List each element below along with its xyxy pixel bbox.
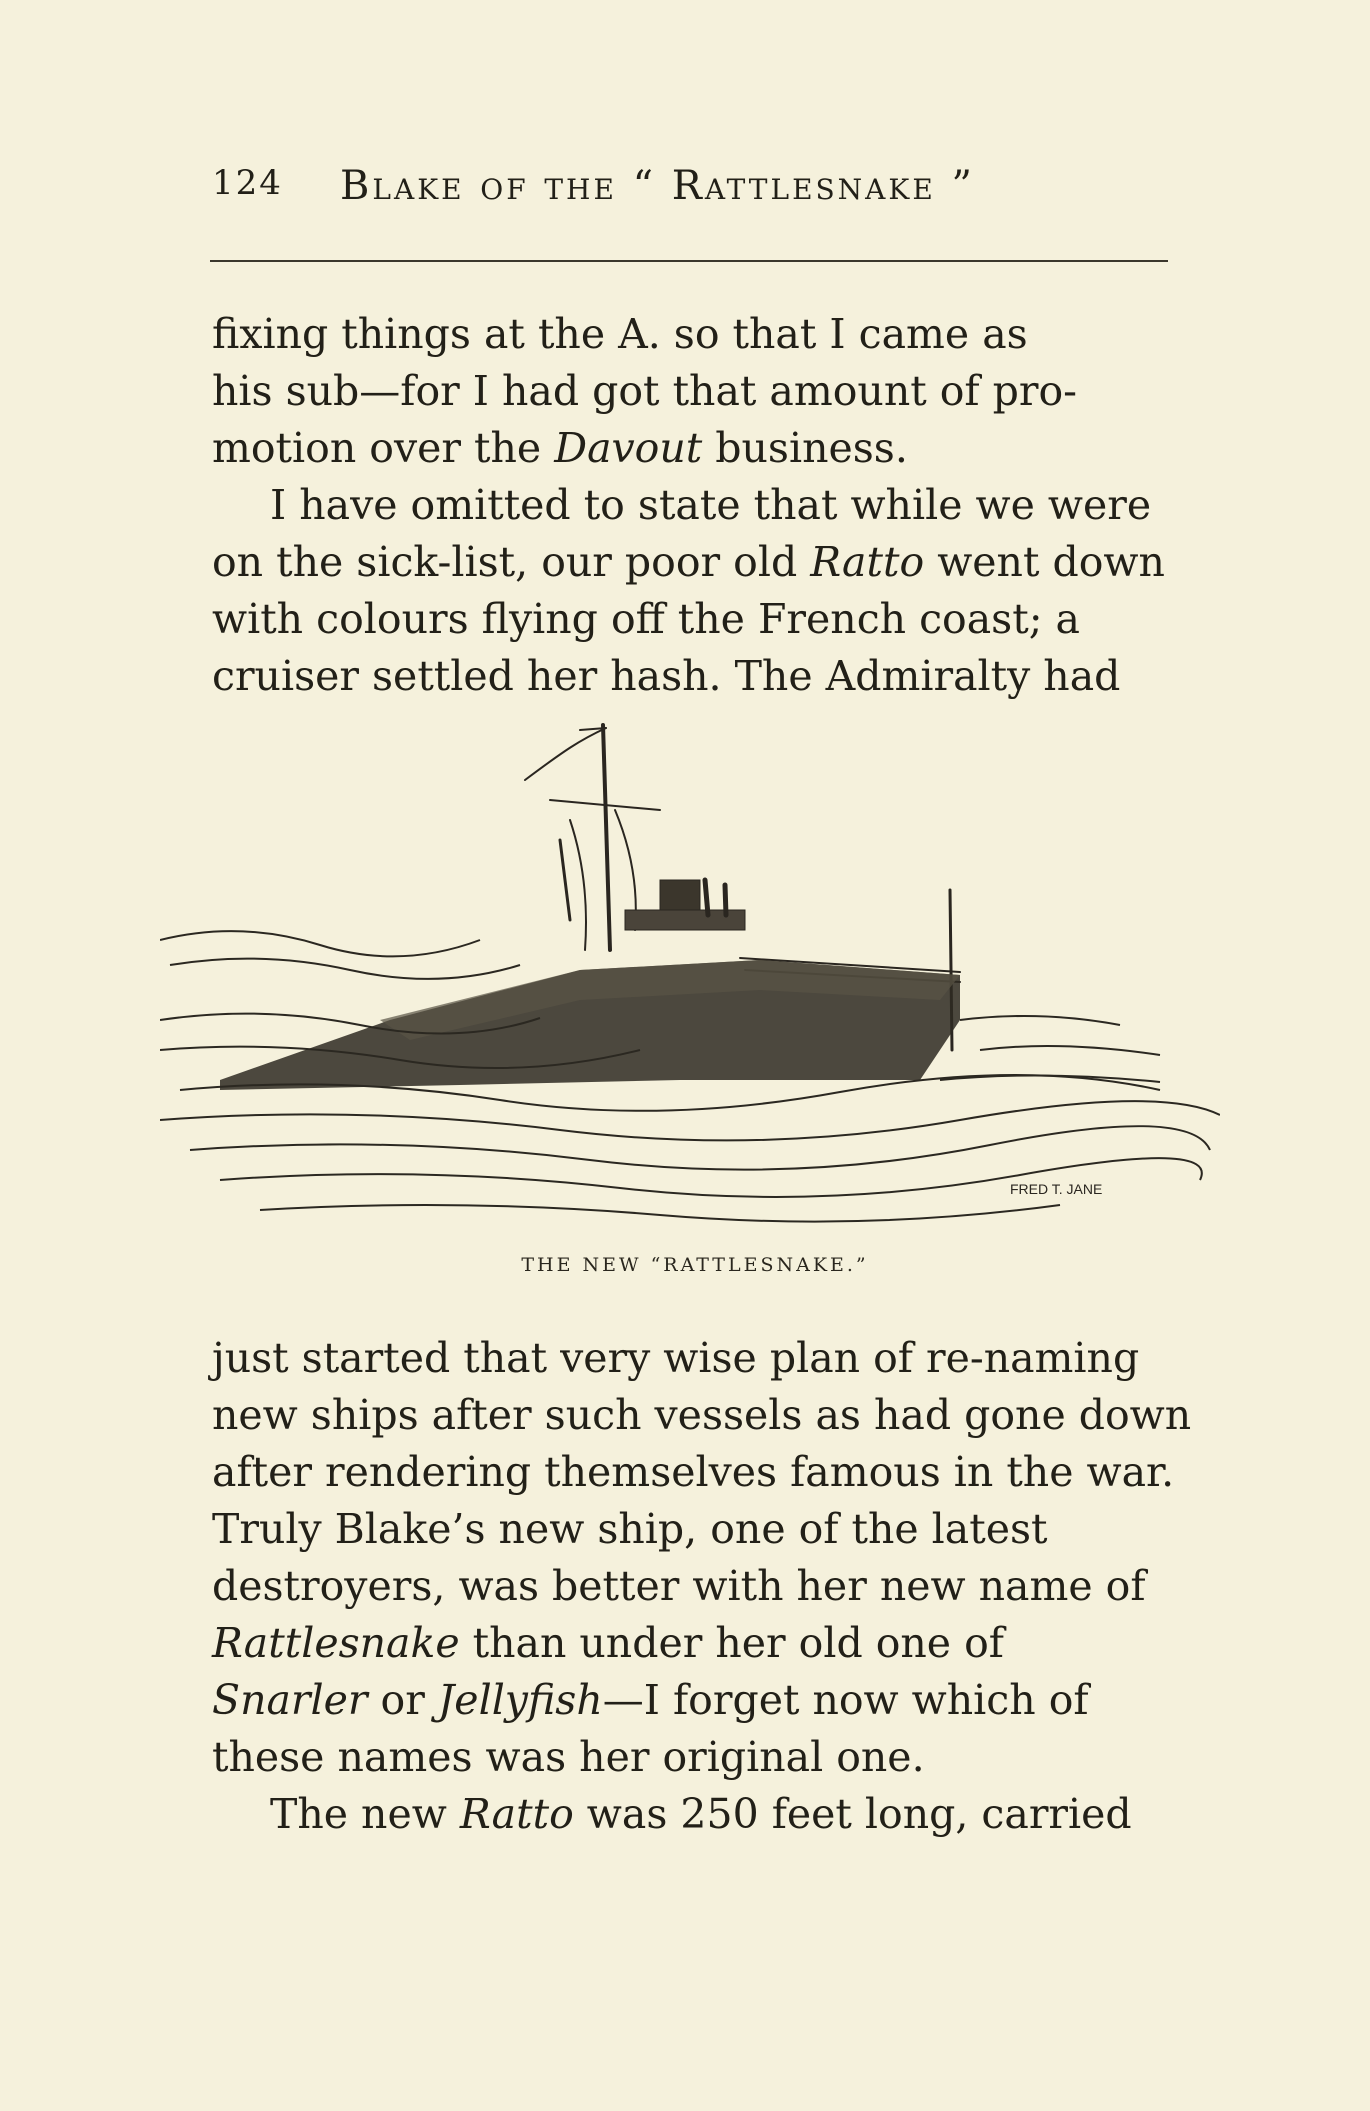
ship-name-jellyfish: Jellyfish [437,1676,603,1724]
ship-name-ratto: Ratto [810,538,925,586]
artist-signature: FRED T. JANE [1010,1181,1103,1197]
text-run: or [367,1676,438,1724]
running-title: Blake of the “ Rattlesnake ” [340,163,975,209]
ship-name-ratto: Ratto [459,1790,574,1838]
ship-name-snarler: Snarler [212,1676,368,1724]
text-line: new ships after such vessels as had gone down [212,1391,1192,1439]
text-line: fixing things at the A. so that I came as [212,310,1028,358]
text-line: cruiser settled her hash. The Admiralty had [212,652,1121,700]
ship-illustration [160,720,1220,1240]
text-line [212,1615,1178,1672]
ship-name-rattlesnake: Rattlesnake [212,1619,460,1667]
paragraph [212,1786,1178,1843]
text-line: Truly Blake’s new ship, one of the latest [212,1505,1048,1553]
text-line: with colours flying off the French coast; a [212,595,1080,643]
text-line: after rendering themselves famous in the war. [212,1448,1175,1496]
text-run: motion over the [212,424,555,472]
page-header [212,163,1162,219]
text-run: business. [702,424,908,472]
figure-caption: THE NEW “RATTLESNAKE.” [521,1254,869,1276]
text-line: just started that very wise plan of re-naming [212,1334,1140,1382]
text-run: was 250 feet long, carried [573,1790,1132,1838]
bottom-paragraphs [212,1330,1192,1843]
header-rule [210,260,1168,262]
text-run: The new [270,1790,460,1838]
text-line [212,420,1178,477]
page-number: 124 [212,163,283,203]
paragraph [212,306,1178,477]
ship-name-davout: Davout [554,424,703,472]
text-line: I have omitted to state that while we were [270,481,1152,529]
top-paragraphs [212,306,1178,705]
text-line: these names was her original one. [212,1733,925,1781]
text-run: on the sick-list, our poor old [212,538,811,586]
text-run: —I forget now which of [602,1676,1089,1724]
text-line [212,534,1178,591]
paragraph [212,1330,1192,1786]
text-run: went down [924,538,1165,586]
text-line: his sub—for I had got that amount of pro- [212,367,1078,415]
destroyer-drawing [160,720,1220,1240]
text-run: than under her old one of [459,1619,1004,1667]
text-line: destroyers, was better with her new name of [212,1562,1146,1610]
text-line [212,1672,1178,1729]
text-line [212,1786,1178,1843]
paragraph [212,477,1178,705]
